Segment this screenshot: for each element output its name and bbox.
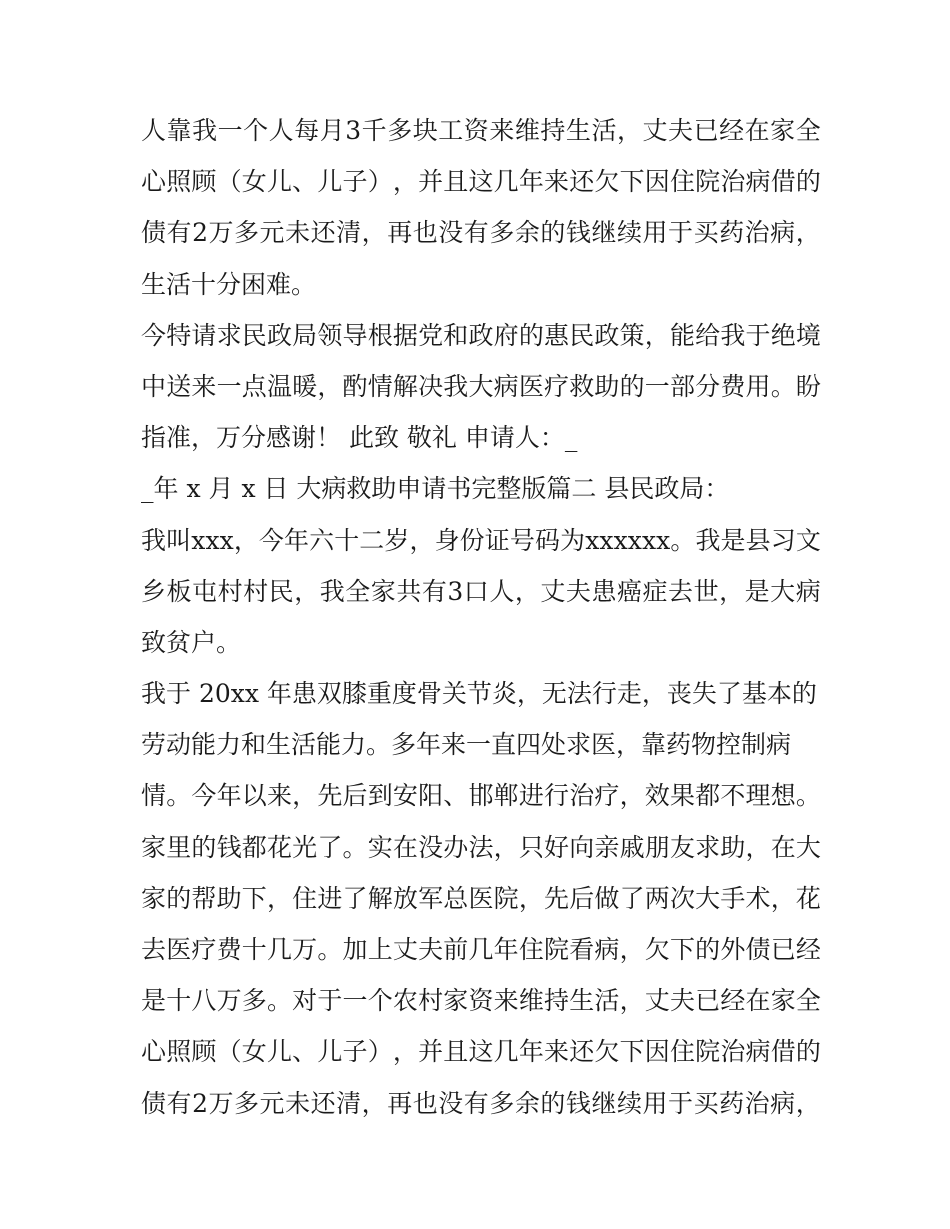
text-line: 心 照 顾 （ 女 儿 、 儿 子 ） ， 并 且 这 几 年 来 还 欠 下 因 住 院 治 病 借 的 — [141, 1037, 821, 1067]
text-line: 劳动能力和生活能力。多年来一直四处求医，靠药物控制病 — [141, 730, 792, 760]
text-line: 是 十 八 万 多 。 对 于 一 个 农 村 家 资 来 维 持 生 活 ， 丈 夫 已 经 在 家 全 — [141, 986, 821, 1016]
text-line: 人 靠 我 一 个 人 每 月 3 千 多 块 工 资 来 维 持 生 活 ， 丈 夫 已 经 在 家 全 — [141, 116, 821, 145]
text-line: 债 有 2 万 多 元 未 还 清 ， 再 也 没 有 多 余 的 钱 继 续 用 于 买 药 治 病 ， — [141, 1088, 821, 1118]
text-line: 情 。 今 年 以 来 ， 先 后 到 安 阳 、 邯 郸 进 行 治 疗 ， 效 果 都 不 理 想 。 — [141, 781, 821, 811]
text-line: 家 里 的 钱 都 花 光 了 。 实 在 没 办 法 ， 只 好 向 亲 戚 朋 友 求 助 ， 在 大 — [141, 832, 821, 862]
text-line: 指准，万分感谢！ 此致 敬礼 申请人：_ — [141, 423, 578, 453]
document-body — [141, 105, 821, 1129]
text-line: _年 x 月 x 日 大病救助申请书完整版篇二 县民政局： — [141, 474, 730, 504]
text-line: 今 特 请 求 民 政 局 领 导 根 据 党 和 政 府 的 惠 民 政 策 ， 能 给 我 于 绝 境 — [141, 320, 821, 350]
text-line: 致贫户。 — [141, 627, 242, 657]
text-line: 中 送 来 一 点 温 暖 ， 酌 情 解 决 我 大 病 医 疗 救 助 的 一 部 分 费 用 。 盼 — [141, 371, 821, 401]
text-line: 我于 20xx 年患双膝重度骨关节炎，无法行走，丧失了基本的 — [141, 679, 817, 709]
text-line: 生活十分困难。 — [141, 269, 317, 299]
text-line: 乡 板 屯 村 村 民 ， 我 全 家 共 有 3 口 人 ， 丈 夫 患 癌 症 去 世 ， 是 大 病 — [141, 576, 821, 606]
text-line: 心 照 顾 （ 女 儿 、 儿 子 ） ， 并 且 这 几 年 来 还 欠 下 因 住 院 治 病 借 的 — [141, 167, 821, 197]
text-line: 我 叫 x x x ， 今 年 六 十 二 岁 ， 身 份 证 号 码 为 x x x x x x 。 我 是 县 习 文 — [141, 525, 821, 555]
text-line: 债 有 2 万 多 元 未 还 清 ， 再 也 没 有 多 余 的 钱 继 续 用 于 买 药 治 病 ， — [141, 218, 821, 248]
text-line: 家 的 帮 助 下 ， 住 进 了 解 放 军 总 医 院 ， 先 后 做 了 两 次 大 手 术 ， 花 — [141, 883, 821, 913]
text-line: 去 医 疗 费 十 几 万 。 加 上 丈 夫 前 几 年 住 院 看 病 ， 欠 下 的 外 债 已 经 — [141, 935, 821, 964]
